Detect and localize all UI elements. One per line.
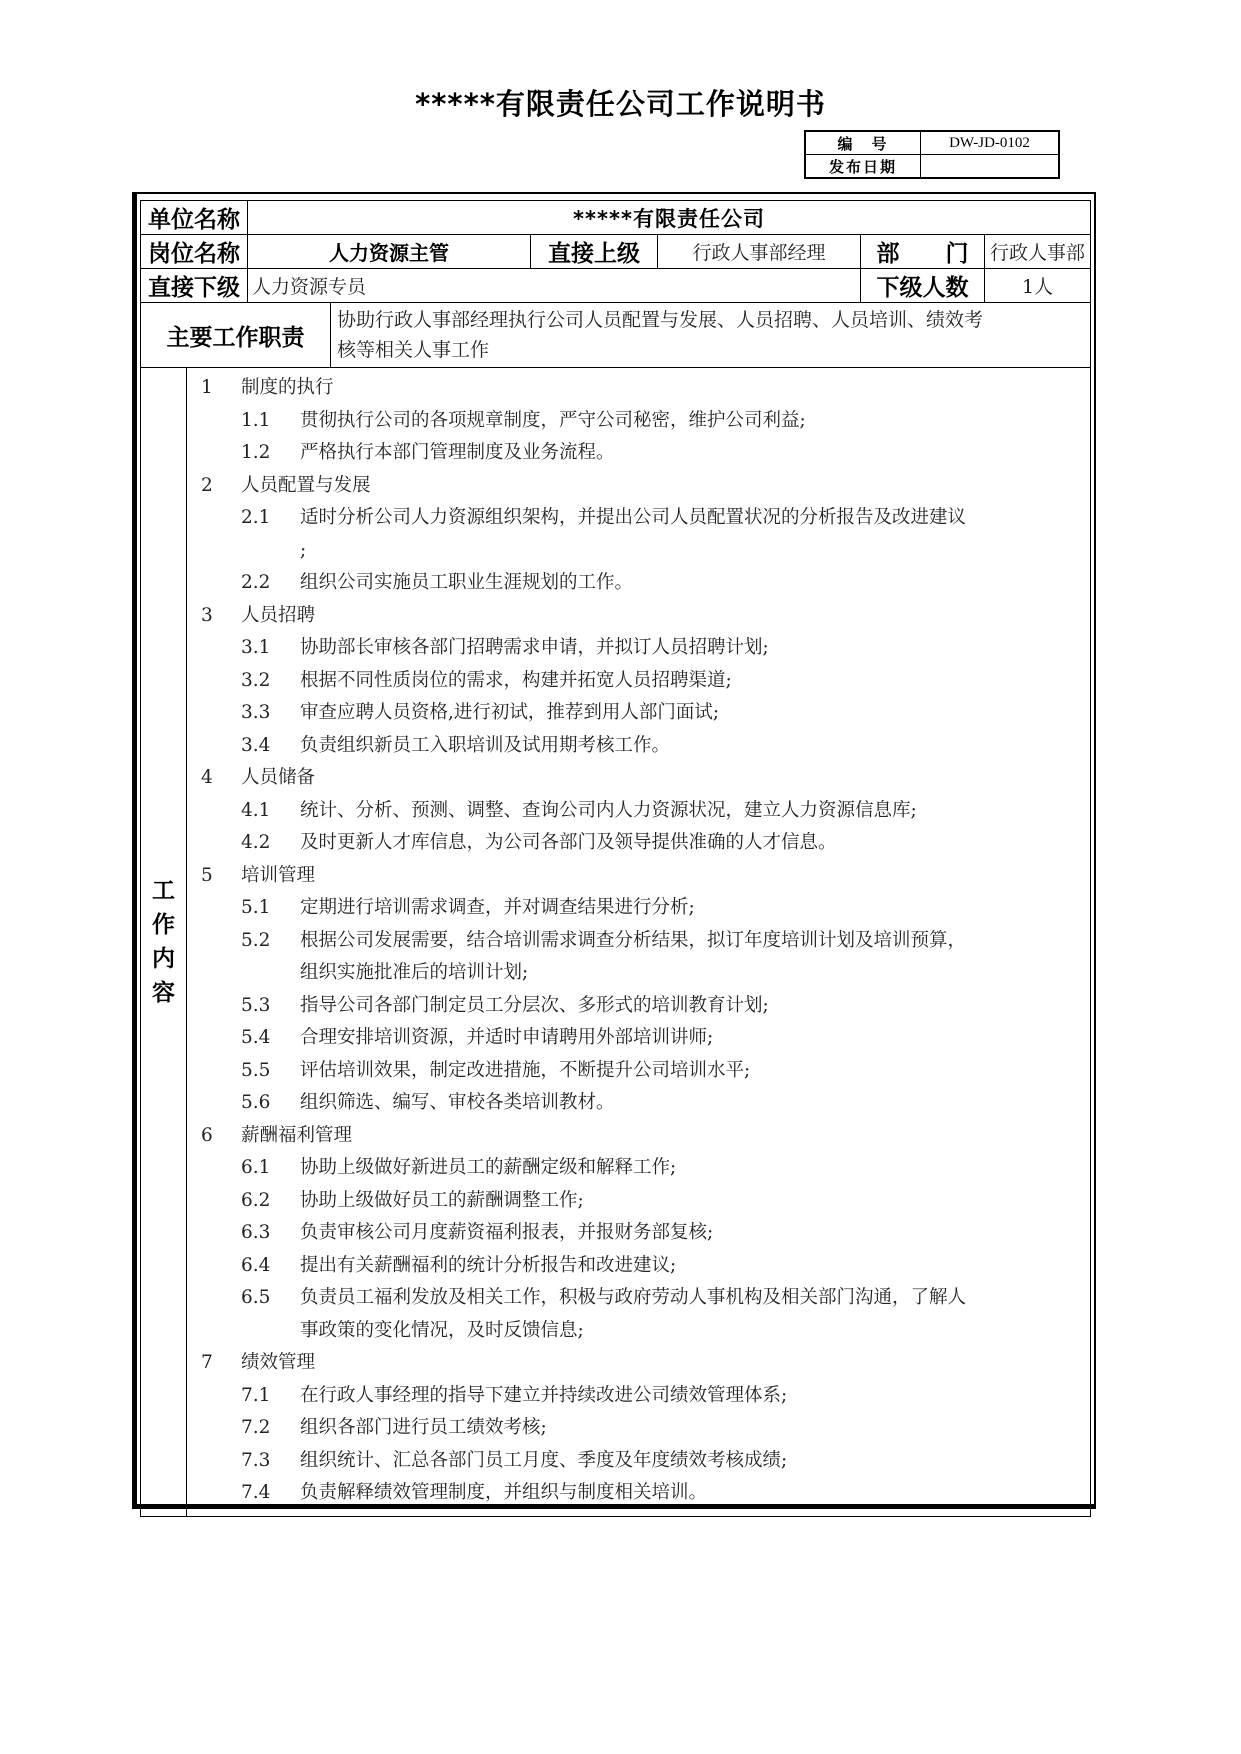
duty-item bbox=[187, 405, 1090, 438]
main-duty-text bbox=[331, 303, 1091, 368]
document-title: *****有限责任公司工作说明书 bbox=[415, 87, 826, 121]
subordinate-count-value: 1人 bbox=[985, 269, 1091, 303]
item-text: 组织实施批准后的培训计划; bbox=[300, 962, 529, 983]
duty-item bbox=[187, 1185, 1090, 1218]
duty-item-continuation bbox=[187, 957, 1090, 990]
item-number: 6.2 bbox=[241, 1189, 271, 1211]
item-text: 严格执行本部门管理制度及业务流程。 bbox=[300, 442, 615, 463]
item-number: 3.4 bbox=[241, 734, 271, 756]
duty-item bbox=[187, 892, 1090, 925]
section-heading bbox=[187, 860, 1090, 893]
item-number: 5.5 bbox=[241, 1059, 271, 1081]
item-text: 人员储备 bbox=[241, 767, 316, 788]
item-number: 4 bbox=[201, 767, 213, 788]
duty-item bbox=[187, 1152, 1090, 1185]
duty-item bbox=[187, 665, 1090, 698]
item-number: 6.4 bbox=[241, 1254, 271, 1276]
duty-item-continuation bbox=[187, 1315, 1090, 1348]
item-text: 薪酬福利管理 bbox=[241, 1124, 353, 1146]
item-number: 5.6 bbox=[241, 1092, 271, 1113]
duty-item-continuation bbox=[187, 535, 1090, 568]
direct-superior-value: 行政人事部经理 bbox=[658, 235, 861, 269]
item-text: 指导公司各部门制定员工分层次、多形式的培训教育计划; bbox=[300, 994, 769, 1016]
item-text: 培训管理 bbox=[241, 864, 316, 886]
duty-item bbox=[187, 730, 1090, 763]
item-text: 人员配置与发展 bbox=[241, 474, 371, 496]
item-number: 2.2 bbox=[241, 572, 271, 593]
work-content-label bbox=[141, 368, 187, 1517]
item-text: 人员招聘 bbox=[241, 604, 316, 626]
item-number: 4.1 bbox=[241, 799, 271, 821]
item-text: 及时更新人才库信息，为公司各部门及领导提供准确的人才信息。 bbox=[300, 832, 837, 853]
duty-item bbox=[187, 697, 1090, 730]
item-text: 组织筛选、编写、审校各类培训教材。 bbox=[300, 1092, 615, 1113]
item-text: 协助部长审核各部门招聘需求申请，并拟订人员招聘计划; bbox=[300, 637, 769, 658]
item-number: 1.1 bbox=[241, 409, 271, 431]
direct-subordinate-label: 直接下级 bbox=[141, 269, 248, 303]
item-number: 1 bbox=[201, 377, 213, 398]
document-meta-table bbox=[804, 130, 1060, 179]
duty-item bbox=[187, 1445, 1090, 1478]
item-text: 负责员工福利发放及相关工作，积极与政府劳动人事机构及相关部门沟通，了解人 bbox=[300, 1287, 967, 1308]
duty-item bbox=[187, 437, 1090, 470]
department-label: 部 门 bbox=[861, 235, 985, 269]
section-heading bbox=[187, 600, 1090, 633]
item-number: 6.3 bbox=[241, 1222, 271, 1243]
content-lines-container bbox=[187, 372, 1090, 1510]
item-number: 5.3 bbox=[241, 994, 271, 1016]
item-number: 7.4 bbox=[241, 1482, 271, 1503]
item-text: 制度的执行 bbox=[241, 377, 334, 398]
item-text: 审查应聘人员资格,进行初试，推荐到用人部门面试; bbox=[300, 702, 720, 723]
item-number: 6.5 bbox=[241, 1287, 271, 1308]
direct-superior-label: 直接上级 bbox=[531, 235, 658, 269]
item-number: 6.1 bbox=[241, 1157, 271, 1178]
duty-item bbox=[187, 1055, 1090, 1088]
item-text: 根据不同性质岗位的需求，构建并拓宽人员招聘渠道; bbox=[300, 669, 732, 691]
work-content-char-1: 工 bbox=[152, 877, 175, 904]
item-text: 贯彻执行公司的各项规章制度，严守公司秘密，维护公司利益; bbox=[300, 409, 806, 431]
work-content-char-4: 容 bbox=[152, 979, 175, 1006]
item-number: 5.2 bbox=[241, 929, 271, 951]
duty-item bbox=[187, 1022, 1090, 1055]
unit-name-value: *****有限责任公司 bbox=[248, 201, 1091, 235]
item-text: 统计、分析、预测、调整、查询公司内人力资源状况，建立人力资源信息库; bbox=[300, 799, 917, 821]
item-text: 组织公司实施员工职业生涯规划的工作。 bbox=[300, 572, 634, 593]
item-number: 6 bbox=[201, 1124, 213, 1146]
work-content-char-3: 内 bbox=[152, 945, 175, 972]
item-text: 绩效管理 bbox=[241, 1352, 316, 1373]
job-description-table bbox=[140, 200, 1091, 1517]
duty-item bbox=[187, 795, 1090, 828]
item-number: 7.2 bbox=[241, 1417, 271, 1438]
item-number: 3.3 bbox=[241, 702, 271, 723]
position-name-value: 人力资源主管 bbox=[248, 235, 531, 269]
duty-item bbox=[187, 925, 1090, 958]
item-number: 2.1 bbox=[241, 507, 271, 528]
work-content-list bbox=[187, 368, 1091, 1517]
direct-subordinate-value: 人力资源专员 bbox=[248, 269, 861, 303]
item-text: 事政策的变化情况，及时反馈信息; bbox=[300, 1319, 584, 1341]
duty-item bbox=[187, 1477, 1090, 1510]
item-number: 3.1 bbox=[241, 637, 271, 658]
duty-item bbox=[187, 567, 1090, 600]
unit-name-label: 单位名称 bbox=[141, 201, 248, 235]
section-heading bbox=[187, 1120, 1090, 1153]
item-text: 合理安排培训资源，并适时申请聘用外部培训讲师; bbox=[300, 1027, 714, 1048]
duty-item bbox=[187, 502, 1090, 535]
item-text: 适时分析公司人力资源组织架构，并提出公司人员配置状况的分析报告及改进建议 bbox=[300, 507, 967, 528]
subordinate-count-label: 下级人数 bbox=[861, 269, 985, 303]
item-text: 提出有关薪酬福利的统计分析报告和改进建议; bbox=[300, 1254, 677, 1276]
release-date-value bbox=[921, 155, 1060, 179]
item-number: 7 bbox=[201, 1352, 213, 1373]
release-date-label: 发布日期 bbox=[805, 155, 921, 179]
item-text: 定期进行培训需求调查，并对调查结果进行分析; bbox=[300, 897, 695, 918]
item-text: ; bbox=[300, 539, 307, 561]
duty-item bbox=[187, 990, 1090, 1023]
department-value: 行政人事部 bbox=[985, 235, 1091, 269]
item-number: 5.1 bbox=[241, 897, 271, 918]
position-name-label: 岗位名称 bbox=[141, 235, 248, 269]
item-text: 负责审核公司月度薪资福利报表，并报财务部复核; bbox=[300, 1222, 714, 1243]
item-number: 5.4 bbox=[241, 1027, 271, 1048]
section-heading bbox=[187, 762, 1090, 795]
item-number: 3.2 bbox=[241, 669, 271, 691]
item-text: 负责解释绩效管理制度，并组织与制度相关培训。 bbox=[300, 1482, 708, 1503]
section-heading bbox=[187, 1347, 1090, 1380]
item-number: 2 bbox=[201, 474, 213, 496]
main-duty-line-2: 核等相关人事工作 bbox=[337, 339, 490, 361]
item-text: 协助上级做好员工的薪酬调整工作; bbox=[300, 1189, 584, 1211]
duty-item bbox=[187, 1087, 1090, 1120]
section-heading bbox=[187, 470, 1090, 503]
item-number: 5 bbox=[201, 864, 213, 886]
duty-item bbox=[187, 1217, 1090, 1250]
item-text: 负责组织新员工入职培训及试用期考核工作。 bbox=[300, 734, 671, 756]
section-heading bbox=[187, 372, 1090, 405]
item-text: 评估培训效果，制定改进措施，不断提升公司培训水平; bbox=[300, 1059, 751, 1081]
main-duty-line-1: 协助行政人事部经理执行公司人员配置与发展、人员招聘、人员培训、绩效考 bbox=[337, 309, 984, 331]
number-value: DW-JD-0102 bbox=[921, 131, 1060, 155]
number-label: 编 号 bbox=[805, 131, 921, 155]
duty-item bbox=[187, 1250, 1090, 1283]
main-duty-label: 主要工作职责 bbox=[141, 303, 331, 368]
duty-item bbox=[187, 1412, 1090, 1445]
item-text: 根据公司发展需要，结合培训需求调查分析结果，拟订年度培训计划及培训预算， bbox=[300, 929, 967, 951]
duty-item bbox=[187, 1380, 1090, 1413]
item-text: 在行政人事经理的指导下建立并持续改进公司绩效管理体系; bbox=[300, 1384, 788, 1406]
duty-item bbox=[187, 632, 1090, 665]
item-text: 协助上级做好新进员工的薪酬定级和解释工作; bbox=[300, 1157, 677, 1178]
duty-item bbox=[187, 827, 1090, 860]
work-content-char-2: 作 bbox=[152, 911, 175, 938]
duty-item bbox=[187, 1282, 1090, 1315]
item-number: 1.2 bbox=[241, 442, 271, 463]
item-text: 组织统计、汇总各部门员工月度、季度及年度绩效考核成绩; bbox=[300, 1449, 788, 1471]
item-number: 4.2 bbox=[241, 832, 271, 853]
item-number: 7.1 bbox=[241, 1384, 271, 1406]
item-number: 7.3 bbox=[241, 1449, 271, 1471]
item-number: 3 bbox=[201, 604, 213, 626]
item-text: 组织各部门进行员工绩效考核; bbox=[300, 1417, 547, 1438]
